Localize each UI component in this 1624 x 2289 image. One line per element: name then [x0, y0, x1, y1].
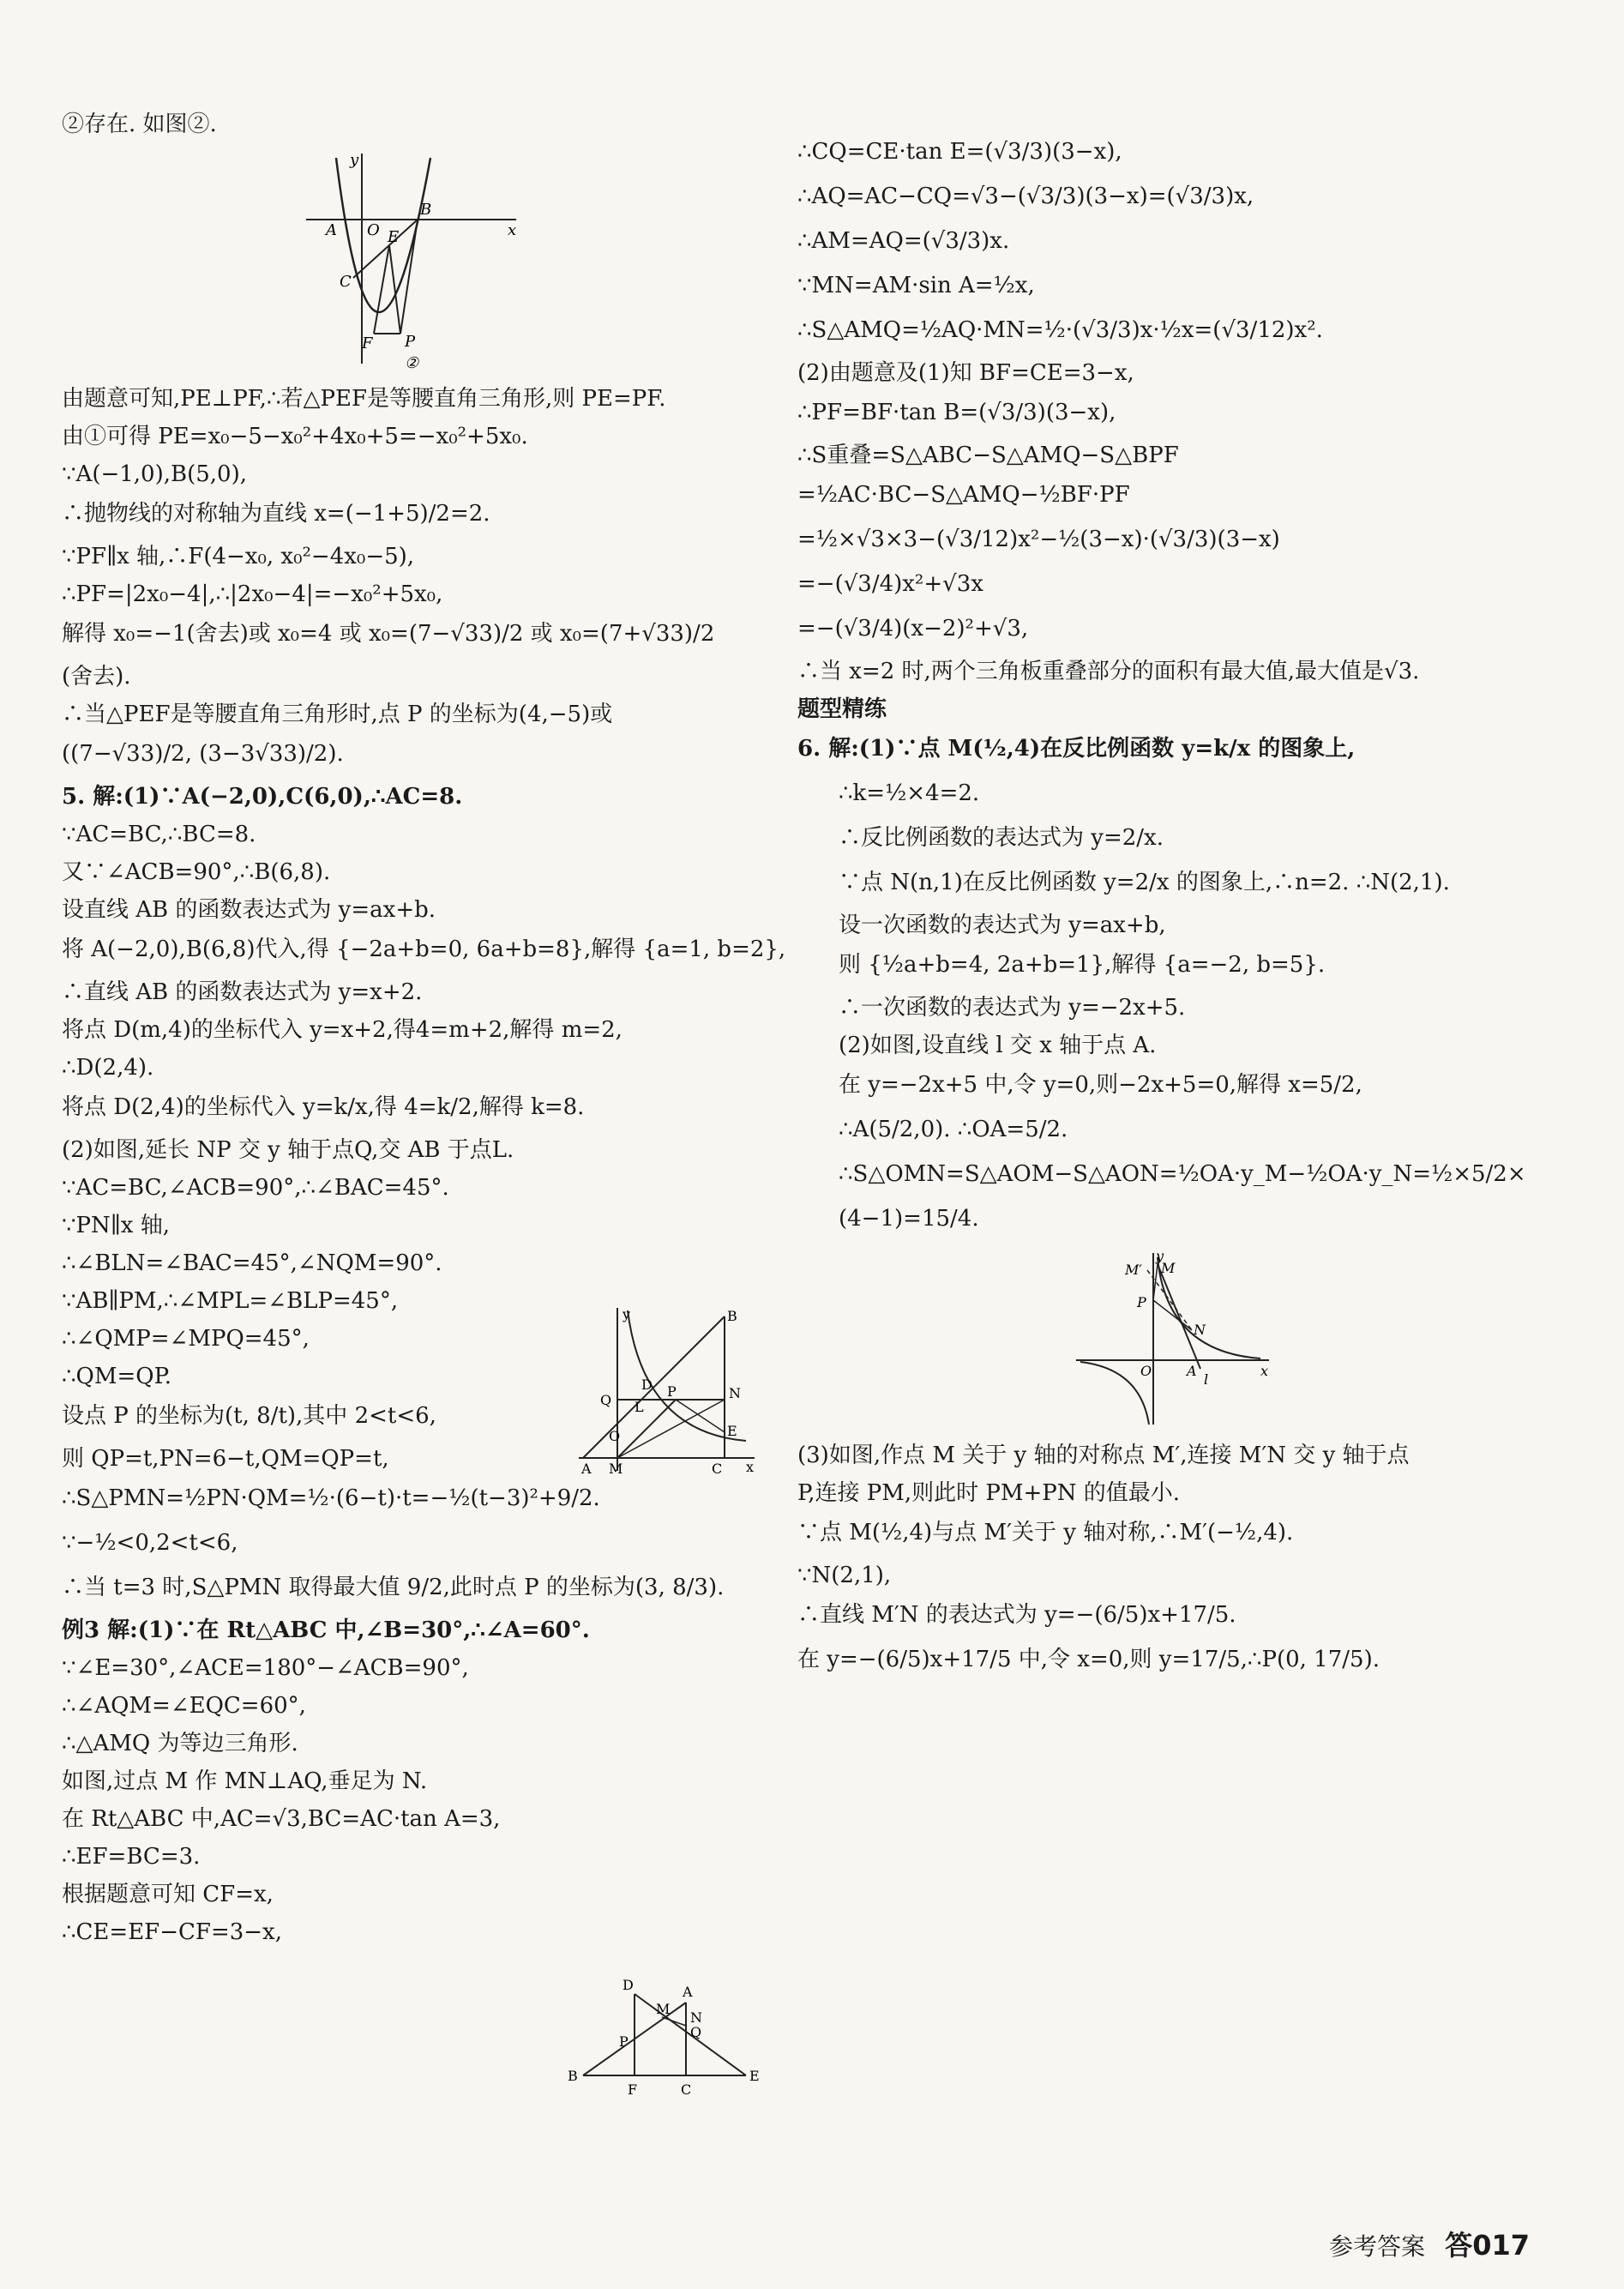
page-footer	[1329, 2224, 1530, 2263]
text-line: ∴当 x=2 时,两个三角板重叠部分的面积有最大值,最大值是√3.	[797, 659, 1420, 684]
text-line: 设一次函数的表达式为 y=ax+b,	[839, 913, 1166, 938]
svg-text:P: P	[667, 1383, 677, 1400]
svg-text:P: P	[405, 333, 416, 351]
text-line: ∵PN∥x 轴,	[62, 1213, 170, 1238]
text-line: ((7−√33)/2, (3−3√33)/2).	[62, 741, 344, 767]
text-line: ∴S重叠=S△ABC−S△AMQ−S△BPF	[797, 443, 1179, 468]
svg-text:O: O	[367, 221, 380, 239]
text-line: ∵点 M(½,4)与点 M′关于 y 轴对称,∴M′(−½,4).	[797, 1520, 1294, 1545]
text-line: ∴CE=EF−CF=3−x,	[62, 1919, 282, 1945]
svg-text:C: C	[340, 273, 352, 291]
text-line: ∴S△AMQ=½AQ·MN=½·(√3/3)x·½x=(√3/12)x².	[797, 317, 1323, 343]
svg-text:M: M	[1161, 1260, 1176, 1276]
text-line: ∴k=½×4=2.	[839, 780, 980, 806]
text-line: 将点 D(2,4)的坐标代入 y=k/x,得 4=k/2,解得 k=8.	[62, 1094, 585, 1120]
svg-text:E: E	[749, 2068, 760, 2084]
text-line: ∵−½<0,2<t<6,	[62, 1530, 238, 1556]
svg-text:F: F	[628, 2081, 638, 2098]
text-line: 将点 D(m,4)的坐标代入 y=x+2,得4=m+2,解得 m=2,	[62, 1017, 623, 1043]
svg-text:B: B	[420, 201, 432, 219]
text-line: 由题意可知,PE⊥PF,∴若△PEF是等腰直角三角形,则 PE=PF.	[62, 386, 666, 412]
text-line: =−(√3/4)x²+√3x	[797, 571, 983, 597]
text-line: ∵N(2,1),	[797, 1563, 892, 1588]
text-line: (4−1)=15/4.	[839, 1206, 979, 1232]
text-line: 解得 x₀=−1(舍去)或 x₀=4 或 x₀=(7−√33)/2 或 x₀=(7+√33)/2	[62, 621, 715, 647]
text-line: ②存在. 如图②.	[62, 111, 217, 137]
svg-text:l: l	[1204, 1371, 1209, 1388]
svg-text:N: N	[690, 2009, 702, 2026]
text-line: ∴S△OMN=S△AOM−S△AON=½OA·y_M−½OA·y_N=½×5/2×	[839, 1161, 1526, 1187]
svg-text:y: y	[350, 151, 359, 169]
footer-label: 参考答案	[1329, 2232, 1426, 2261]
svg-text:E: E	[388, 228, 400, 246]
svg-text:O: O	[609, 1428, 621, 1444]
text-line: ∴∠AQM=∠EQC=60°,	[62, 1693, 306, 1719]
text-line: ∴CQ=CE·tan E=(√3/3)(3−x),	[797, 139, 1122, 165]
figure-reflection	[1072, 1249, 1552, 1432]
svg-text:Q: Q	[600, 1392, 612, 1408]
svg-text:A: A	[683, 1984, 693, 2000]
text-line: 在 y=−2x+5 中,令 y=0,则−2x+5=0,解得 x=5/2,	[839, 1072, 1362, 1098]
svg-text:y: y	[1156, 1249, 1164, 1264]
svg-text:L: L	[635, 1399, 644, 1415]
svg-text:x: x	[746, 1459, 755, 1475]
svg-text:Q: Q	[690, 2024, 702, 2040]
text-line: 在 Rt△ABC 中,AC=√3,BC=AC·tan A=3,	[62, 1806, 501, 1832]
right-column	[797, 137, 1552, 1690]
text-line: ∵点 N(n,1)在反比例函数 y=2/x 的图象上,∴n=2. ∴N(2,1).	[839, 870, 1450, 895]
text-line: ∴直线 M′N 的表达式为 y=−(6/5)x+17/5.	[797, 1602, 1236, 1628]
text-line: 设点 P 的坐标为(t, 8/t),其中 2<t<6,	[62, 1403, 436, 1429]
text-line: ∴PF=BF·tan B=(√3/3)(3−x),	[797, 400, 1116, 425]
text-line: ∴△AMQ 为等边三角形.	[62, 1731, 298, 1756]
text-line: 在 y=−(6/5)x+17/5 中,令 x=0,则 y=17/5,∴P(0, 17/5).	[797, 1647, 1380, 1672]
text-line: ∴QM=QP.	[62, 1364, 172, 1389]
svg-text:N: N	[1194, 1322, 1206, 1338]
svg-text:A: A	[1187, 1363, 1197, 1379]
text-line: ∵AC=BC,∴BC=8.	[62, 822, 256, 847]
text-line: 将 A(−2,0),B(6,8)代入,得 {−2a+b=0, 6a+b=8},解得 {a=1, b=2},	[62, 937, 786, 962]
svg-text:F: F	[362, 334, 373, 352]
text-line: ∴当△PEF是等腰直角三角形时,点 P 的坐标为(4,−5)或	[62, 702, 613, 727]
problem-heading: 5. 解:(1)∵A(−2,0),C(6,0),∴AC=8.	[62, 784, 463, 810]
svg-text:x: x	[1260, 1363, 1269, 1379]
text-line: ∴D(2,4).	[62, 1055, 154, 1081]
page-number: 答017	[1445, 2229, 1530, 2262]
svg-text:D: D	[623, 1977, 634, 1993]
example-heading: 例3 解:(1)∵在 Rt△ABC 中,∠B=30°,∴∠A=60°.	[62, 1617, 590, 1643]
svg-text:E: E	[727, 1423, 737, 1439]
figure-caption: ②	[405, 354, 419, 372]
text-line: ∴AM=AQ=(√3/3)x.	[797, 228, 1010, 254]
svg-text:M: M	[609, 1461, 623, 1475]
text-line: ∵MN=AM·sin A=½x,	[797, 273, 1035, 298]
svg-text:M′: M′	[1125, 1262, 1143, 1278]
svg-text:B: B	[727, 1308, 737, 1324]
text-line: ∴一次函数的表达式为 y=−2x+5.	[839, 995, 1186, 1021]
text-line: =½AC·BC−S△AMQ−½BF·PF	[797, 482, 1130, 508]
text-line: 根据题意可知 CF=x,	[62, 1882, 274, 1907]
svg-text:O: O	[1140, 1363, 1152, 1379]
text-line: ∴当 t=3 时,S△PMN 取得最大值 9/2,此时点 P 的坐标为(3, 8/3).	[62, 1575, 725, 1600]
text-line: P,连接 PM,则此时 PM+PN 的值最小.	[797, 1480, 1181, 1506]
svg-text:C: C	[712, 1461, 723, 1475]
text-line: ∴抛物线的对称轴为直线 x=(−1+5)/2=2.	[62, 501, 490, 527]
text-line: ∴PF=|2x₀−4|,∴|2x₀−4|=−x₀²+5x₀,	[62, 581, 443, 607]
figure-parabola	[302, 149, 773, 376]
figure-triangle-plates	[566, 1973, 763, 2105]
svg-text:M: M	[656, 2001, 671, 2017]
text-line: 由①可得 PE=x₀−5−x₀²+4x₀+5=−x₀²+5x₀.	[62, 424, 528, 449]
text-line: ∴A(5/2,0). ∴OA=5/2.	[839, 1117, 1068, 1142]
text-line: ∵AB∥PM,∴∠MPL=∠BLP=45°,	[62, 1288, 399, 1314]
svg-text:N: N	[729, 1385, 741, 1401]
text-line: 如图,过点 M 作 MN⊥AQ,垂足为 N.	[62, 1768, 428, 1794]
svg-text:A: A	[326, 221, 337, 239]
svg-text:D: D	[641, 1376, 653, 1393]
text-line: ∵AC=BC,∠ACB=90°,∴∠BAC=45°.	[62, 1175, 449, 1201]
problem-heading: 6. 解:(1)∵点 M(½,4)在反比例函数 y=k/x 的图象上,	[797, 736, 1356, 762]
text-line: 则 QP=t,PN=6−t,QM=QP=t,	[62, 1446, 389, 1472]
svg-text:A: A	[581, 1461, 592, 1475]
text-line: ∴直线 AB 的函数表达式为 y=x+2.	[62, 979, 423, 1005]
section-heading: 题型精练	[797, 696, 887, 722]
left-column	[62, 111, 786, 1957]
text-line: 设直线 AB 的函数表达式为 y=ax+b.	[62, 897, 436, 923]
text-line: (2)如图,延长 NP 交 y 轴于点Q,交 AB 于点L.	[62, 1137, 514, 1163]
figure-hyperbola-triangle	[574, 1304, 763, 1479]
text-line: 又∵∠ACB=90°,∴B(6,8).	[62, 859, 331, 885]
text-line: (舍去).	[62, 664, 131, 690]
text-line: ∵∠E=30°,∠ACE=180°−∠ACB=90°,	[62, 1655, 469, 1681]
text-line: =−(√3/4)(x−2)²+√3,	[797, 616, 1029, 642]
text-line: (2)如图,设直线 l 交 x 轴于点 A.	[839, 1033, 1157, 1058]
text-line: (3)如图,作点 M 关于 y 轴的对称点 M′,连接 M′N 交 y 轴于点	[797, 1443, 1410, 1468]
text-line: ∴AQ=AC−CQ=√3−(√3/3)(3−x)=(√3/3)x,	[797, 184, 1254, 209]
text-line: (2)由题意及(1)知 BF=CE=3−x,	[797, 360, 1134, 386]
text-line: ∴∠BLN=∠BAC=45°,∠NQM=90°.	[62, 1250, 442, 1276]
text-line: ∵A(−1,0),B(5,0),	[62, 461, 248, 487]
svg-text:P: P	[1137, 1294, 1146, 1310]
svg-text:y: y	[623, 1306, 631, 1322]
text-line: ∴反比例函数的表达式为 y=2/x.	[839, 825, 1164, 851]
text-line: ∴EF=BC=3.	[62, 1844, 201, 1870]
svg-text:x: x	[508, 221, 517, 239]
svg-text:C: C	[681, 2081, 692, 2098]
text-line: ∴S△PMN=½PN·QM=½·(6−t)·t=−½(t−3)²+9/2.	[62, 1485, 600, 1511]
text-line: 则 {½a+b=4, 2a+b=1},解得 {a=−2, b=5}.	[839, 952, 1326, 978]
text-line: =½×√3×3−(√3/12)x²−½(3−x)·(√3/3)(3−x)	[797, 527, 1280, 552]
text-line: ∵PF∥x 轴,∴F(4−x₀, x₀²−4x₀−5),	[62, 544, 415, 569]
text-line: ∴∠QMP=∠MPQ=45°,	[62, 1326, 310, 1352]
svg-text:B: B	[568, 2068, 578, 2084]
svg-text:P: P	[619, 2033, 629, 2050]
